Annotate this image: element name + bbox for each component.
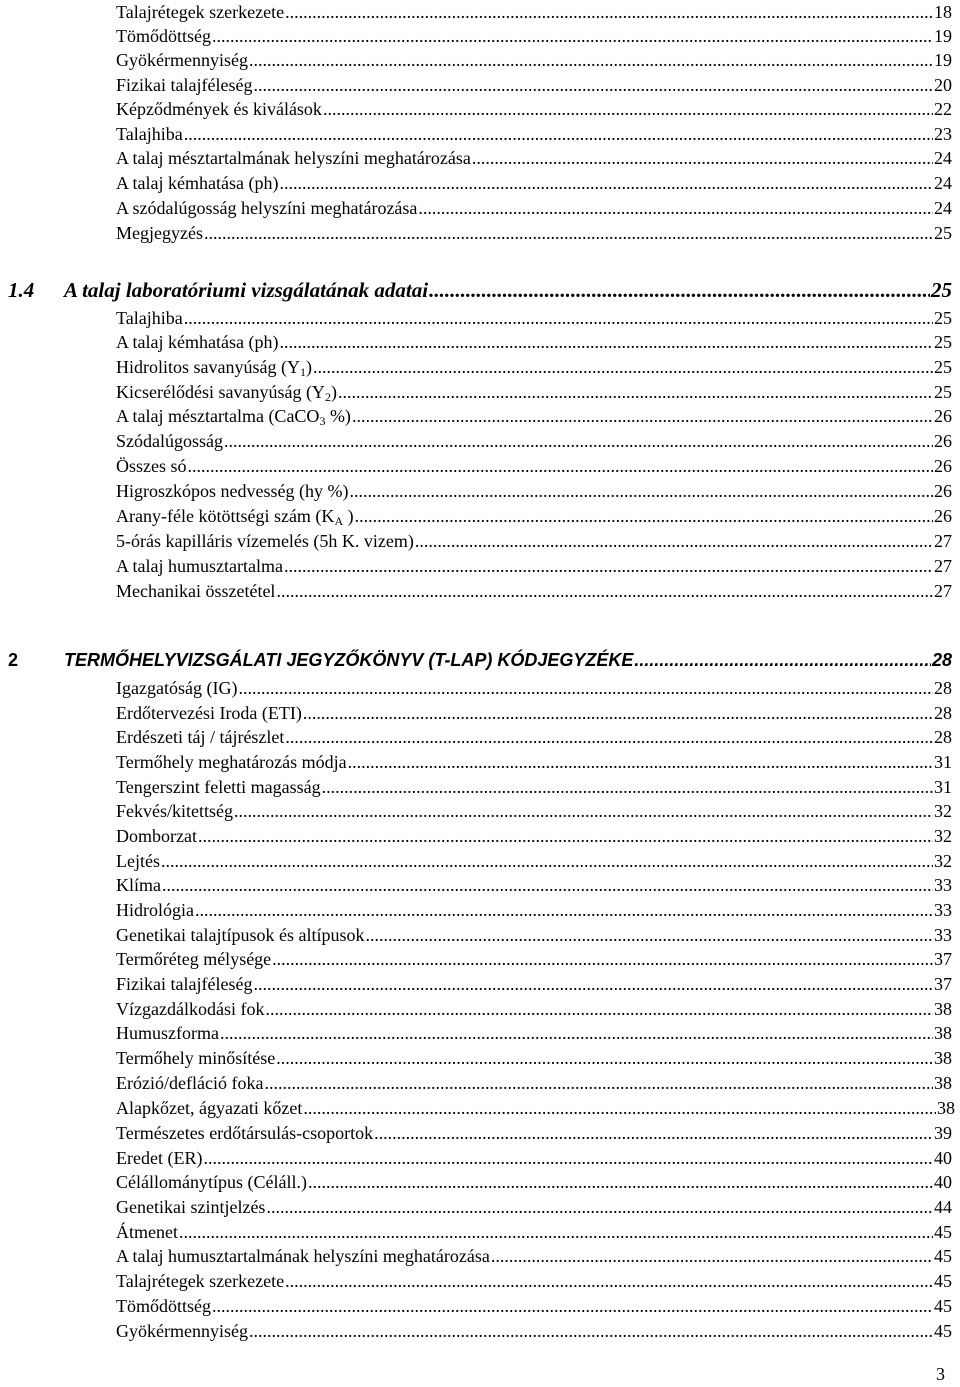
toc-entry[interactable]: Kicserélődési savanyúság $(Y_2)$ ..... 25	[116, 381, 952, 403]
toc-entry[interactable]: Talajrétegek szerkezete ..... 45	[116, 1270, 952, 1292]
toc-entry[interactable]: Fekvés/kitettség ..... 32	[116, 800, 952, 822]
toc-entry[interactable]: Gyökérmennyiség ..... 45	[116, 1320, 952, 1342]
toc-entry[interactable]: Hidrológia ..... 33	[116, 899, 952, 921]
toc-entry[interactable]: A talaj humusztartalmának helyszíni meghatározása ..... 45	[116, 1245, 952, 1267]
toc-entry[interactable]: A szódalúgosság helyszíni meghatározása ..... 24	[116, 197, 952, 219]
toc-entry[interactable]: Klíma ..... 33	[116, 874, 952, 896]
toc-entry[interactable]: Eredet (ER) ..... 40	[116, 1147, 952, 1169]
toc-entry[interactable]: Vízgazdálkodási fok ..... 38	[116, 998, 952, 1020]
toc-entry[interactable]: Genetikai talajtípusok és altípusok ..... 33	[116, 924, 952, 946]
toc-entry[interactable]: Szódalúgosság ..... 26	[116, 430, 952, 452]
toc-entry[interactable]: Lejtés ..... 32	[116, 850, 952, 872]
toc-entry[interactable]: Mechanikai összetétel ..... 27	[116, 580, 952, 602]
toc-entry[interactable]: A talaj humusztartalma ..... 27	[116, 555, 952, 577]
toc-entry[interactable]: Arany-féle kötöttségi szám ($K_A$ ) ..... 26	[116, 505, 952, 527]
toc-entry[interactable]: Hidrolitos savanyúság $(Y_1)$ ..... 25	[116, 356, 952, 378]
toc-entry[interactable]: Tömődöttség ..... 45	[116, 1295, 952, 1317]
toc-entry[interactable]: Talajhiba ..... 25	[116, 307, 952, 329]
page-number: 3	[936, 1364, 945, 1384]
toc-entry[interactable]: Igazgatóság (IG) ..... 28	[116, 677, 952, 699]
toc-entry[interactable]: Termőhely minősítése ..... 38	[116, 1047, 952, 1069]
toc-section-heading[interactable]: 2 TERMŐHELYVIZSGÁLATI JEGYZŐKÖNYV (T-LAP) KÓDJEGYZÉKE ..... 28	[8, 650, 952, 674]
toc-entry[interactable]: Gyökérmennyiség ..... 19	[116, 49, 952, 71]
toc-entry[interactable]: Domborzat ..... 32	[116, 825, 952, 847]
toc-entry[interactable]: A talaj mésztartalma (CaCO$_3$ %) ..... 26	[116, 405, 952, 427]
toc-entry[interactable]: Megjegyzés ..... 25	[116, 222, 952, 244]
toc-entry[interactable]: Genetikai szintjelzés ..... 44	[116, 1196, 952, 1218]
toc-entry[interactable]: Alapkőzet, ágyazati kőzet ..... 38	[116, 1097, 955, 1119]
toc-entry[interactable]: Humuszforma ..... 38	[116, 1022, 952, 1044]
toc-entry[interactable]: Összes só ..... 26	[116, 455, 952, 477]
toc-entry[interactable]: Tengerszint feletti magasság ..... 31	[116, 776, 952, 798]
toc-entry[interactable]: A talaj kémhatása (ph) ..... 25	[116, 331, 952, 353]
toc-entry[interactable]: Természetes erdőtársulás-csoportok ..... 39	[116, 1122, 952, 1144]
toc-entry[interactable]: A talaj kémhatása (ph) ..... 24	[116, 172, 952, 194]
toc-section-heading[interactable]: 1.4 A talaj laboratóriumi vizsgálatának adatai ..... 25	[8, 278, 952, 304]
toc-entry[interactable]: Higroszkópos nedvesség (hy %) ..... 26	[116, 480, 952, 502]
toc-entry[interactable]: Termőhely meghatározás módja ..... 31	[116, 751, 952, 773]
toc-entry[interactable]: Termőréteg mélysége ..... 37	[116, 948, 952, 970]
section-title: A talaj laboratóriumi vizsgálatának adatai	[64, 278, 429, 302]
toc-entry[interactable]: Erózió/defláció foka ..... 38	[116, 1072, 952, 1094]
toc-entry[interactable]: Erdészeti táj / tájrészlet ..... 28	[116, 726, 952, 748]
toc-entry[interactable]: Erdőtervezési Iroda (ETI) ..... 28	[116, 702, 952, 724]
toc-entry[interactable]: Átmenet ..... 45	[116, 1221, 952, 1243]
toc-entry[interactable]: Tömődöttség ..... 19	[116, 25, 952, 47]
toc-entry[interactable]: Talajrétegek szerkezete ..... 18	[116, 1, 952, 23]
toc-entry[interactable]: Képződmények és kiválások ..... 22	[116, 98, 952, 120]
toc-entry[interactable]: Fizikai talajféleség ..... 20	[116, 74, 952, 96]
toc-entry[interactable]: 5-órás kapilláris vízemelés (5h K. vizem) ..... 27	[116, 530, 952, 552]
toc-entry[interactable]: A talaj mésztartalmának helyszíni meghatározása ..... 24	[116, 147, 952, 169]
section-number: 2	[8, 650, 19, 670]
toc-entry[interactable]: Talajhiba ..... 23	[116, 123, 952, 145]
section-number: 1.4	[8, 278, 35, 302]
toc-entry[interactable]: Célállománytípus (Céláll.) ..... 40	[116, 1171, 952, 1193]
section-title: TERMŐHELYVIZSGÁLATI JEGYZŐKÖNYV (T-LAP) KÓDJEGYZÉKE	[64, 650, 634, 670]
toc-entry[interactable]: Fizikai talajféleség ..... 37	[116, 973, 952, 995]
